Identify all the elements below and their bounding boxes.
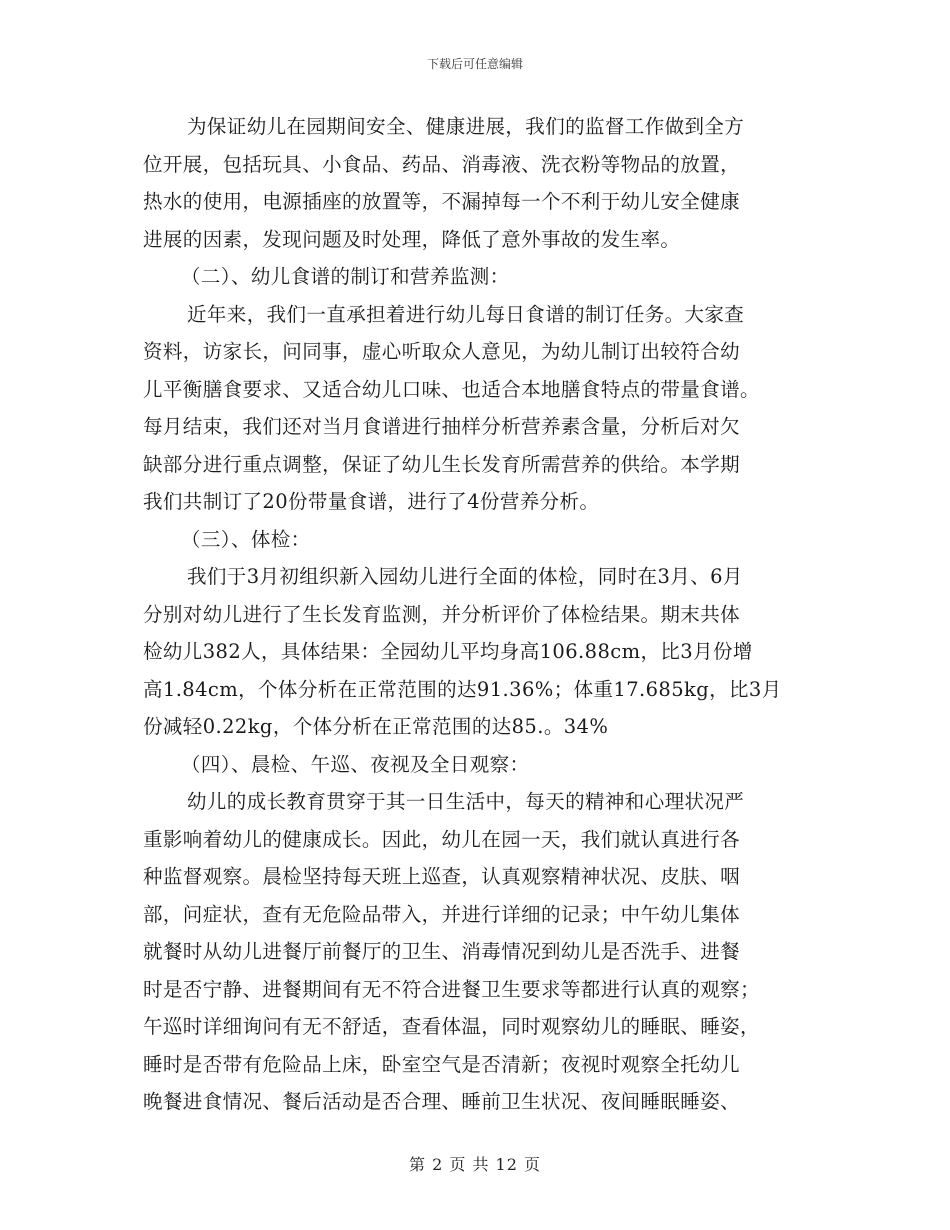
page-header-note: 下载后可任意编辑 [426, 57, 523, 71]
paragraph-line: 重影响着幼儿的健康成长。因此，幼儿在园一天，我们就认真进行各 [143, 827, 741, 851]
paragraph-line: 高1.84cm，个体分析在正常范围的达91.36%；体重17.685kg，比3月 [143, 677, 782, 701]
section-heading: （三）、体检： [181, 527, 311, 551]
paragraph-line: 资料，访家长，问同事，虚心听取众人意见，为幼儿制订出较符合幼 [143, 340, 741, 363]
paragraph-line: 就餐时从幼儿进餐厅前餐厅的卫生、消毒情况到幼儿是否洗手、进餐 [143, 940, 741, 963]
section-heading: （二）、幼儿食谱的制订和营养监测： [181, 265, 510, 288]
paragraph-line: 份减轻0.22kg，个体分析在正常范围的达85.。34% [143, 715, 609, 738]
paragraph-line: 睡时是否带有危险品上床，卧室空气是否清新；夜视时观察全托幼儿 [143, 1052, 741, 1076]
paragraph-line: 幼儿的成长教育贯穿于其一日生活中，每天的精神和心理状况严 [187, 790, 745, 813]
section-heading: （四）、晨检、午巡、夜视及全日观察： [181, 752, 530, 776]
paragraph-line: 热水的使用，电源插座的放置等，不漏掉每一个不利于幼儿安全健康 [143, 190, 741, 213]
paragraph-line: 种监督观察。晨检坚持每天班上巡查，认真观察精神状况、皮肤、咽 [143, 865, 741, 888]
paragraph-line: 位开展，包括玩具、小食品、药品、消毒液、洗衣粉等物品的放置， [143, 152, 741, 176]
paragraph-line: 缺部分进行重点调整，保证了幼儿生长发育所需营养的供给。本学期 [143, 452, 741, 476]
paragraph-line: 时是否宁静、进餐期间有无不符合进餐卫生要求等都进行认真的观察； [143, 977, 760, 1001]
paragraph-line: 检幼儿382人，具体结果：全园幼儿平均身高106.88cm，比3月份增 [143, 640, 753, 663]
paragraph-line: 晚餐进食情况、餐后活动是否合理、睡前卫生状况、夜间睡眠睡姿、 [143, 1090, 741, 1113]
paragraph-line: 为保证幼儿在园期间安全、健康进展，我们的监督工作做到全方 [187, 115, 745, 138]
paragraph-line: 部，问症状，查有无危险品带入，并进行详细的记录；中午幼儿集体 [143, 902, 741, 926]
paragraph-line: 分别对幼儿进行了生长发育监测，并分析评价了体检结果。期末共体 [143, 602, 741, 626]
paragraph-line: 我们共制订了20份带量食谱，进行了4份营养分析。 [143, 490, 600, 513]
paragraph-line: 近年来，我们一直承担着进行幼儿每日食谱的制订任务。大家查 [187, 302, 745, 326]
paragraph-line: 每月结束，我们还对当月食谱进行抽样分析营养素含量，分析后对欠 [143, 415, 741, 438]
paragraph-line: 儿平衡膳食要求、又适合幼儿口味、也适合本地膳食特点的带量食谱。 [143, 377, 760, 401]
paragraph-line: 进展的因素，发现问题及时处理，降低了意外事故的发生率。 [143, 227, 681, 251]
paragraph-line: 我们于3月初组织新入园幼儿进行全面的体检，同时在3月、6月 [187, 565, 743, 588]
page-number-footer: 第 2 页 共 12 页 [409, 1155, 541, 1174]
document-body [143, 108, 808, 1121]
paragraph-line: 午巡时详细询问有无不舒适，查看体温，同时观察幼儿的睡眠、睡姿， [143, 1015, 760, 1038]
